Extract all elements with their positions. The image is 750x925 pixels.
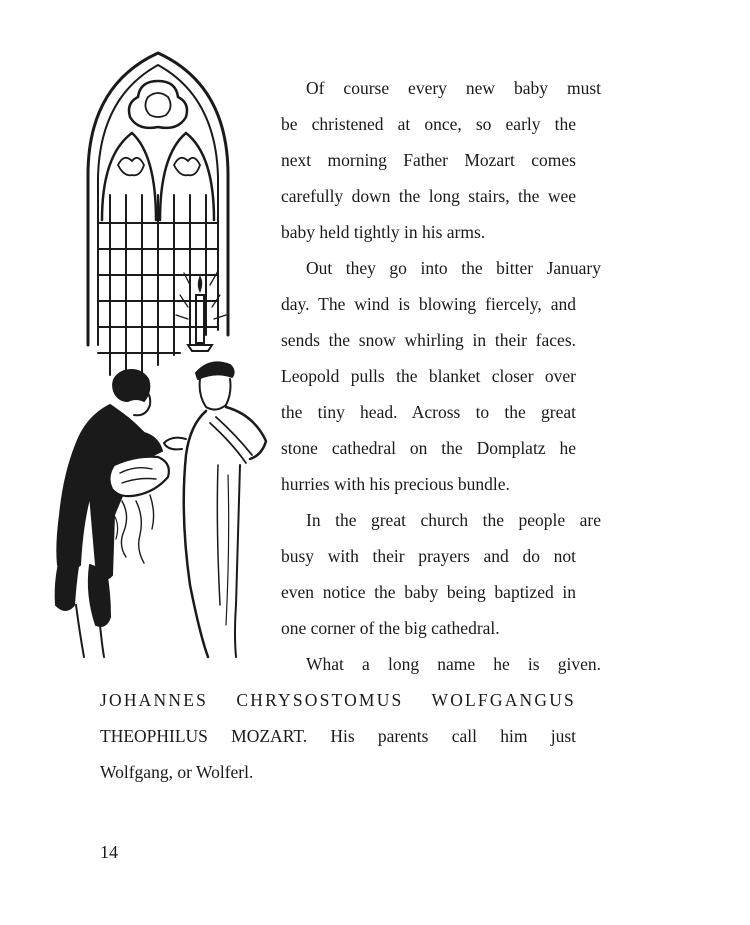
text-line: busy with their prayers and do not [281, 546, 576, 566]
text-line: stone cathedral on the Domplatz he [281, 438, 576, 458]
text-line: be christened at once, so early the [281, 114, 576, 134]
text-line: next morning Father Mozart comes [281, 150, 576, 170]
text-line: one corner of the big cathedral. [281, 618, 500, 638]
story-text [100, 70, 601, 790]
text-line: What a long name he is given. [306, 654, 601, 674]
text-line: hurries with his precious bundle. [281, 474, 510, 494]
text-line: THEOPHILUS MOZART. His parents call him just [100, 726, 576, 746]
text-line: even notice the baby being baptized in [281, 582, 576, 602]
text-line: Out they go into the bitter January [306, 258, 601, 278]
text-line: the tiny head. Across to the great [281, 402, 576, 422]
text-line: In the great church the people are [306, 510, 601, 530]
page-number: 14 [100, 842, 118, 862]
text-line: day. The wind is blowing fiercely, and [281, 294, 576, 314]
text-line: baby held tightly in his arms. [281, 222, 486, 242]
text-line: sends the snow whirling in their faces. [281, 330, 576, 350]
text-line: Leopold pulls the blanket closer over [281, 366, 576, 386]
text-line: carefully down the long stairs, the wee [281, 186, 576, 206]
text-line: JOHANNES CHRYSOSTOMUS WOLFGANGUS [100, 690, 576, 710]
text-line: Of course every new baby must [306, 78, 601, 98]
text-line: Wolfgang, or Wolferl. [100, 762, 254, 782]
